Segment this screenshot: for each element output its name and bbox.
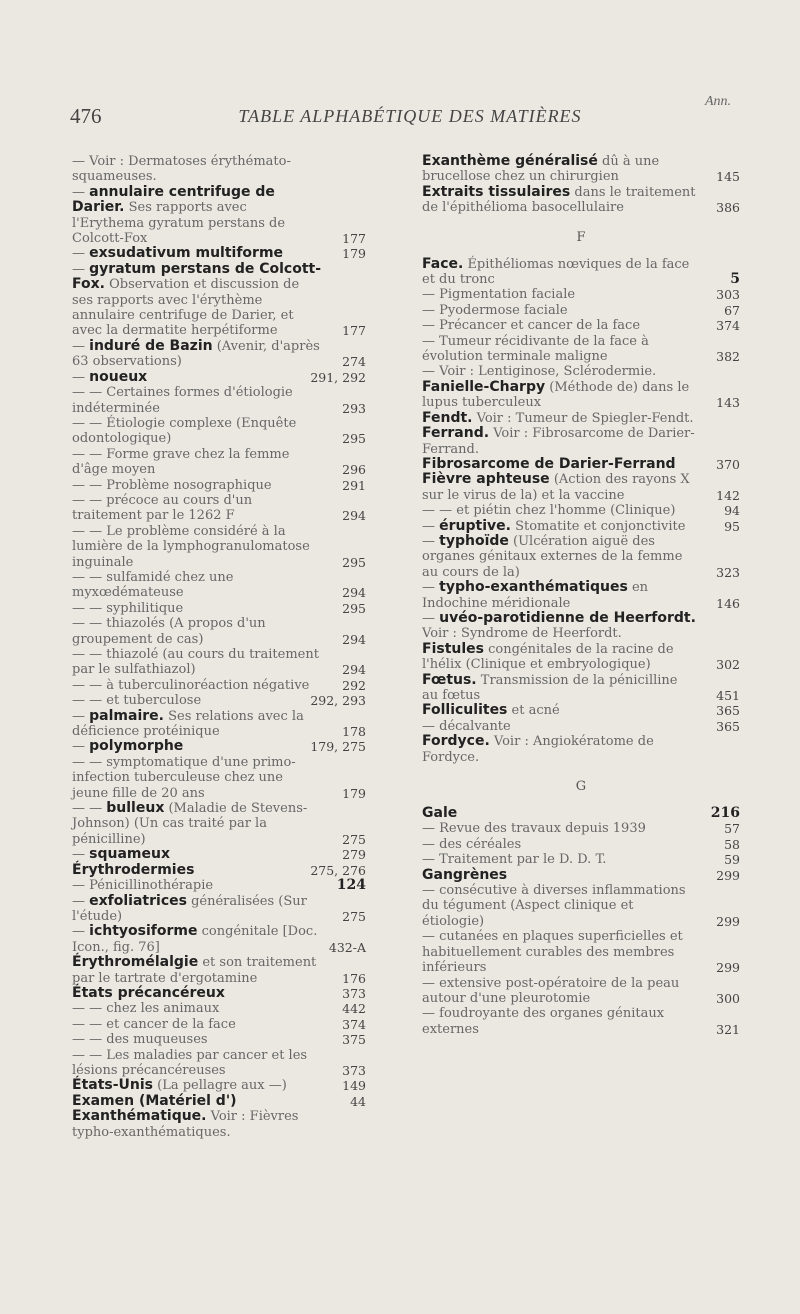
entry-page: 275 — [342, 831, 366, 847]
index-entry — [72, 1032, 366, 1047]
entry-prefix: — — [72, 739, 90, 755]
entry-page: 142 — [716, 487, 740, 503]
entry-prefix: — — [422, 718, 440, 734]
entry-page: 373 — [342, 985, 366, 1001]
entry-headword: typho-exanthématiques — [439, 579, 628, 596]
entry-description: des muqueuses — [106, 1032, 208, 1048]
entry-description: syphilitique — [106, 600, 184, 616]
index-entry — [72, 755, 366, 801]
entry-description: (Maladie de Stevens-Johnson) (Un cas traité par la pénicilline) — [72, 801, 308, 847]
entry-page: 178 — [342, 724, 366, 740]
entry-description: Problème nosographique — [106, 477, 272, 493]
entry-page: 370 — [716, 456, 740, 472]
entry-description: dans le traitement de l'épithélioma basocellulaire — [422, 184, 696, 216]
entry-description: Épithéliomas nœviques de la face et du tronc — [422, 256, 690, 288]
entry-description: sulfamidé chez une myxœdémateuse — [72, 569, 234, 601]
entry-description: et son traitement par le tartrate d'ergotamine — [72, 955, 317, 986]
entry-page: 291 — [342, 477, 366, 493]
entry-page: 95 — [724, 518, 740, 534]
entry-description: Voir : Tumeur de Spiegler-Fendt. — [472, 410, 694, 426]
index-entry — [422, 580, 740, 611]
entry-page: 179 — [342, 785, 366, 801]
entry-page: 67 — [724, 302, 740, 318]
entry-headword: Érythrodermies — [72, 861, 195, 878]
index-entry — [72, 1109, 366, 1140]
entry-headword: ichtyosiforme — [89, 923, 198, 940]
index-entry — [72, 924, 366, 955]
entry-headword: Fendt. — [422, 409, 473, 426]
entry-description: (La pellagre aux —) — [153, 1078, 287, 1094]
entry-description: Stomatite et conjonctivite — [510, 518, 686, 534]
index-entry — [422, 364, 740, 379]
entry-prefix: — — [422, 333, 440, 349]
entry-prefix: — — [72, 338, 90, 354]
entry-prefix: — — — [72, 415, 107, 431]
entry-description: thiazolés (A propos d'un groupement de cas) — [72, 616, 266, 647]
entry-page: 321 — [716, 1021, 740, 1037]
entry-description: dû à une brucellose chez un chirurgien — [422, 154, 660, 185]
entry-page: 382 — [716, 349, 740, 365]
entry-headword: Face. — [422, 255, 464, 272]
entry-page: 292, 293 — [310, 693, 366, 709]
entry-page: 294 — [342, 662, 366, 678]
entry-headword: palmaire. — [89, 707, 164, 724]
entry-prefix: — — [422, 929, 440, 945]
entry-page: 279 — [342, 847, 366, 863]
entry-description: congénitales de la racine de l'hélix (Clinique et embryologique) — [422, 641, 674, 673]
entry-headword: États-Unis — [72, 1077, 154, 1094]
entry-prefix: — — — [72, 693, 107, 709]
entry-headword: uvéo-parotidienne de Heerfordt. — [439, 609, 696, 626]
entry-description: Précancer et cancer de la face — [439, 318, 641, 334]
entry-prefix: — — — [72, 1016, 107, 1032]
entry-page: 386 — [716, 200, 740, 216]
index-entry — [72, 1001, 366, 1016]
index-entry — [72, 894, 366, 925]
index-entry — [72, 801, 366, 847]
entry-page: 432-A — [328, 939, 366, 955]
entry-prefix: — — [422, 610, 440, 626]
index-entry — [422, 257, 740, 288]
index-entry — [422, 719, 740, 734]
entry-headword: Examen (Matériel d') — [72, 1092, 237, 1109]
entry-description: thiazolé (au cours du traitement par le sulfathiazol) — [72, 647, 319, 678]
entry-page: 44 — [350, 1093, 366, 1109]
entry-description: Transmission de la pénicilline au fœtus — [422, 672, 678, 703]
entry-page: 57 — [724, 821, 740, 837]
entry-description: et piétin chez l'homme (Clinique) — [456, 503, 676, 519]
entry-description: Ses relations avec la déficience protéinique — [72, 708, 304, 740]
running-title: TABLE ALPHABÉTIQUE DES MATIÈRES — [238, 106, 582, 126]
entry-prefix: — Voir : — [422, 364, 479, 380]
index-entry — [72, 524, 366, 570]
index-entry — [422, 837, 740, 852]
index-entry — [72, 262, 366, 339]
entry-prefix: — Voir : — [72, 154, 129, 169]
index-entry — [72, 986, 366, 1001]
index-entry — [422, 673, 740, 704]
entry-prefix: — — — [72, 754, 107, 770]
entry-prefix: — — [422, 580, 440, 596]
entry-page: 58 — [724, 836, 740, 852]
entry-prefix: — — [422, 821, 440, 837]
index-entry — [72, 709, 366, 740]
entry-prefix: — — [422, 302, 440, 318]
entry-prefix: — — [72, 878, 90, 894]
entry-description: Voir : Fibrosarcome de Darier-Ferrand. — [422, 426, 695, 457]
index-entry — [422, 534, 740, 580]
entry-headword: annulaire centrifuge de Darier. — [72, 183, 275, 216]
entry-description: cutanées en plaques superficielles et habituellement curables des membres inférieurs — [422, 929, 683, 976]
index-entry — [422, 821, 740, 836]
entry-description: à tuberculinoréaction négative — [106, 677, 310, 693]
entry-prefix: — — [422, 883, 440, 899]
entry-prefix: — — — [72, 1032, 107, 1048]
index-entry — [422, 883, 740, 929]
index-entry — [422, 852, 740, 867]
entry-description: (Action des rayons X sur le virus de la) et la vaccine — [422, 472, 690, 503]
entry-headword: gyratum perstans de Colcott-Fox. — [72, 260, 322, 293]
entry-description: Traitement par le D. D. T. — [439, 852, 607, 868]
entry-headword: éruptive. — [439, 517, 511, 534]
index-entry — [72, 955, 366, 986]
entry-headword: Fibrosarcome de Darier-Ferrand — [422, 455, 676, 472]
entry-headword: Extraits tissulaires — [422, 183, 571, 200]
index-entry — [72, 1094, 366, 1109]
index-entry — [422, 426, 740, 457]
index-entry — [72, 339, 366, 370]
entry-prefix: — — [72, 261, 90, 277]
entry-description: Revue des travaux depuis 1939 — [439, 821, 646, 837]
entry-page: 303 — [716, 287, 740, 303]
index-entry — [72, 847, 366, 862]
entry-headword: Exanthème généralisé — [422, 153, 598, 169]
index-entry — [72, 863, 366, 878]
entry-page: 177 — [342, 231, 366, 247]
entry-headword: exfoliatrices — [89, 892, 187, 909]
entry-headword: bulleux — [106, 800, 165, 817]
entry-page: 149 — [342, 1078, 366, 1094]
entry-prefix: — — — [72, 477, 107, 493]
entry-page: 299 — [716, 867, 740, 883]
entry-page: 451 — [716, 688, 740, 703]
entry-description: et acné — [507, 703, 560, 719]
entry-headword: Fœtus. — [422, 671, 477, 688]
entry-page: 294 — [342, 508, 366, 524]
index-entry — [72, 447, 366, 478]
index-entry — [422, 457, 740, 472]
entry-description: extensive post-opératoire de la peau autour d'une pleurotomie — [422, 975, 680, 1006]
entry-prefix: — — [422, 852, 440, 868]
entry-prefix: — — [422, 1006, 440, 1022]
entry-page: 145 — [716, 169, 740, 185]
entry-description: symptomatique d'une primo-infection tuberculeuse chez une jeune fille de 20 ans — [72, 754, 296, 801]
entry-page: 294 — [342, 631, 366, 647]
index-entry — [72, 370, 366, 385]
entry-description: (Ulcération aiguë des organes génitaux externes de la femme au cours de la) — [422, 533, 683, 580]
entry-description: Voir : Angiokératome de Fordyce. — [422, 734, 654, 765]
entry-prefix: — — — [72, 569, 107, 585]
entry-description: Certaines formes d'étiologie indéterminée — [72, 385, 293, 416]
entry-headword: squameux — [89, 846, 170, 863]
entry-prefix: — — [72, 708, 90, 724]
entry-prefix: — — [72, 924, 90, 940]
entry-prefix: — — [422, 836, 440, 852]
entry-prefix: — — — [72, 523, 107, 539]
entry-headword: Fanielle-Charpy — [422, 378, 546, 395]
entry-page: 294 — [342, 585, 366, 601]
entry-prefix: — — [422, 975, 440, 991]
entry-page: 442 — [342, 1001, 366, 1017]
entry-description: Pénicillinothérapie — [89, 878, 214, 894]
entry-headword: États précancéreux — [72, 984, 225, 1001]
entry-page: 124 — [336, 877, 366, 894]
entry-prefix: — — [422, 318, 440, 334]
entry-prefix: — — — [72, 492, 107, 508]
index-entry — [422, 806, 740, 821]
entry-prefix: — — [72, 184, 90, 200]
entry-description: précoce au cours d'un traitement par le 1262 F — [72, 492, 253, 524]
entry-page: 292 — [342, 677, 366, 693]
entry-page: 295 — [342, 431, 366, 447]
entry-description: Voir : Syndrome de Heerfordt. — [422, 626, 622, 642]
entry-headword: exsudativum multiforme — [89, 245, 284, 262]
entry-description: Voir : Fièvres typho-exanthématiques. — [72, 1109, 299, 1140]
index-entry — [422, 185, 740, 216]
entry-prefix: — — — [422, 503, 457, 519]
index-entry — [422, 976, 740, 1007]
index-entry — [422, 868, 740, 883]
index-entry — [72, 1078, 366, 1093]
entry-headword: typhoïde — [439, 532, 509, 549]
entry-headword: noueux — [89, 368, 148, 385]
index-entry — [72, 154, 366, 185]
index-entry — [422, 519, 740, 534]
entry-description: (Méthode de) dans le lupus tuberculeux — [422, 379, 690, 411]
entry-page: 94 — [724, 503, 740, 519]
index-entry — [422, 334, 740, 365]
entry-headword: induré de Bazin — [89, 337, 213, 354]
index-entry — [72, 647, 366, 678]
index-entry — [72, 478, 366, 493]
entry-description: Observation et discussion de ses rapports avec l'érythème annulaire centrifuge de Darier, et avec la dermatite herpétiforme — [72, 277, 300, 339]
index-entry — [72, 416, 366, 447]
entry-description: Pyodermose faciale — [439, 302, 568, 318]
entry-headword: Fistules — [422, 640, 484, 657]
entry-page: 299 — [716, 960, 740, 976]
entry-prefix: — — — [72, 677, 107, 693]
left-column — [72, 154, 366, 1140]
index-entry — [72, 878, 366, 893]
entry-headword: Fordyce. — [422, 733, 490, 750]
entry-prefix: — — [422, 533, 440, 549]
entry-headword: Exanthématique. — [72, 1108, 207, 1125]
entry-prefix: — — — [72, 801, 107, 817]
entry-page: 302 — [716, 657, 740, 673]
index-entry — [422, 380, 740, 411]
index-entry — [72, 739, 366, 754]
entry-prefix: — — [422, 518, 440, 534]
entry-prefix: — — — [72, 647, 107, 662]
index-entry — [72, 246, 366, 261]
entry-page: 365 — [716, 703, 740, 719]
entry-description: et tuberculose — [106, 693, 202, 709]
entry-page: 59 — [724, 852, 740, 868]
entry-page: 373 — [342, 1062, 366, 1078]
entry-page: 146 — [716, 595, 740, 611]
index-entry — [422, 611, 740, 642]
entry-description: congénitale [Doc. Icon., fig. 76] — [72, 924, 318, 955]
section-letter: F — [576, 229, 586, 245]
entry-prefix: — — — [72, 446, 107, 462]
index-entry — [72, 185, 366, 247]
entry-description: Lentiginose, Sclérodermie. — [478, 364, 657, 380]
entry-page: 375 — [342, 1032, 366, 1048]
entry-page: 5 — [730, 271, 740, 288]
entry-prefix: — — [72, 369, 90, 385]
entry-prefix: — — — [72, 616, 107, 632]
index-entry — [72, 616, 366, 647]
entry-headword: Érythromélalgie — [72, 954, 199, 971]
entry-description: généralisées (Sur l'étude) — [72, 893, 307, 924]
entry-prefix: — — [72, 893, 90, 909]
entry-headword: Fièvre aphteuse — [422, 471, 550, 488]
entry-description: Le problème considéré à la lumière de la lymphogranulomatose inguinale — [72, 523, 310, 570]
entry-page: 323 — [716, 564, 740, 580]
index-entry — [422, 411, 740, 426]
index-entry — [422, 318, 740, 333]
entry-page: 295 — [342, 600, 366, 616]
index-entry — [422, 287, 740, 302]
index-entry — [422, 472, 740, 503]
entry-page: 299 — [716, 913, 740, 929]
index-entry — [72, 1048, 366, 1079]
entry-page: 274 — [342, 354, 366, 370]
entry-page: 179 — [342, 246, 366, 262]
index-entry — [422, 734, 740, 765]
index-entry — [422, 503, 740, 518]
entry-page: 293 — [342, 400, 366, 416]
entry-page: 275, 276 — [310, 862, 366, 878]
entry-description: décalvante — [439, 718, 511, 734]
entry-page: 143 — [716, 395, 740, 411]
index-entry — [422, 642, 740, 673]
entry-description: (Avenir, d'après 63 observations) — [72, 338, 320, 370]
entry-page: 291, 292 — [310, 369, 366, 385]
entry-description: Étiologie complexe (Enquête odontologique) — [72, 415, 297, 447]
entry-description: chez les animaux — [106, 1001, 220, 1017]
entry-description: foudroyante des organes génitaux externes — [422, 1006, 665, 1037]
entry-description: Forme grave chez la femme d'âge moyen — [72, 446, 290, 478]
entry-page: 216 — [710, 805, 740, 822]
entry-description: Dermatoses érythémato-squameuses. — [72, 154, 291, 185]
entry-description: en Indochine méridionale — [422, 580, 649, 611]
entry-prefix: — — — [72, 1047, 107, 1063]
entry-page: 300 — [716, 990, 740, 1006]
index-entry — [72, 493, 366, 524]
page-number: 476 — [70, 104, 102, 128]
index-entry — [72, 678, 366, 693]
index-entry — [422, 703, 740, 718]
entry-prefix: — — — [72, 385, 107, 401]
entry-description: Ses rapports avec l'Erythema gyratum perstans de Colcott-Fox — [72, 200, 286, 247]
entry-prefix: — — [72, 847, 90, 863]
entry-page: 176 — [342, 970, 366, 986]
section-letter: G — [575, 779, 587, 795]
entry-headword: Gangrènes — [422, 866, 508, 883]
entry-page: 374 — [342, 1016, 366, 1032]
index-entry — [422, 303, 740, 318]
entry-page: 296 — [342, 462, 366, 478]
index-entry — [72, 601, 366, 616]
entry-prefix: — — — [72, 1001, 107, 1017]
entry-description: Pigmentation faciale — [439, 287, 576, 303]
entry-page: 177 — [342, 323, 366, 339]
entry-headword: Ferrand. — [422, 425, 490, 442]
entry-prefix: — — [422, 287, 440, 303]
entry-prefix: — — — [72, 600, 107, 616]
index-entry — [72, 693, 366, 708]
entry-description: et cancer de la face — [106, 1016, 236, 1032]
corner-mark: Ann. — [705, 94, 732, 109]
entry-prefix: — — [72, 246, 90, 262]
entry-headword: Folliculites — [422, 702, 508, 719]
index-entry — [422, 1006, 740, 1037]
entry-description: Les maladies par cancer et les lésions précancéreuses — [72, 1047, 308, 1078]
entry-page: 275 — [342, 908, 366, 924]
entry-page: 374 — [716, 318, 740, 334]
entry-page: 295 — [342, 554, 366, 570]
entry-headword: polymorphe — [89, 738, 184, 755]
entry-description: des céréales — [439, 836, 522, 852]
entry-headword: Gale — [422, 805, 458, 822]
index-entry — [422, 929, 740, 975]
entry-page: 179, 275 — [310, 739, 366, 755]
right-column — [422, 154, 740, 1037]
entry-page: 365 — [716, 718, 740, 734]
index-entry — [72, 385, 366, 416]
entry-description: consécutive à diverses inflammations du tégument (Aspect clinique et étiologie) — [422, 883, 686, 929]
index-entry — [72, 570, 366, 601]
index-entry — [72, 1017, 366, 1032]
index-entry — [422, 154, 740, 185]
entry-description: Tumeur récidivante de la face à évolution terminale maligne — [422, 333, 649, 365]
